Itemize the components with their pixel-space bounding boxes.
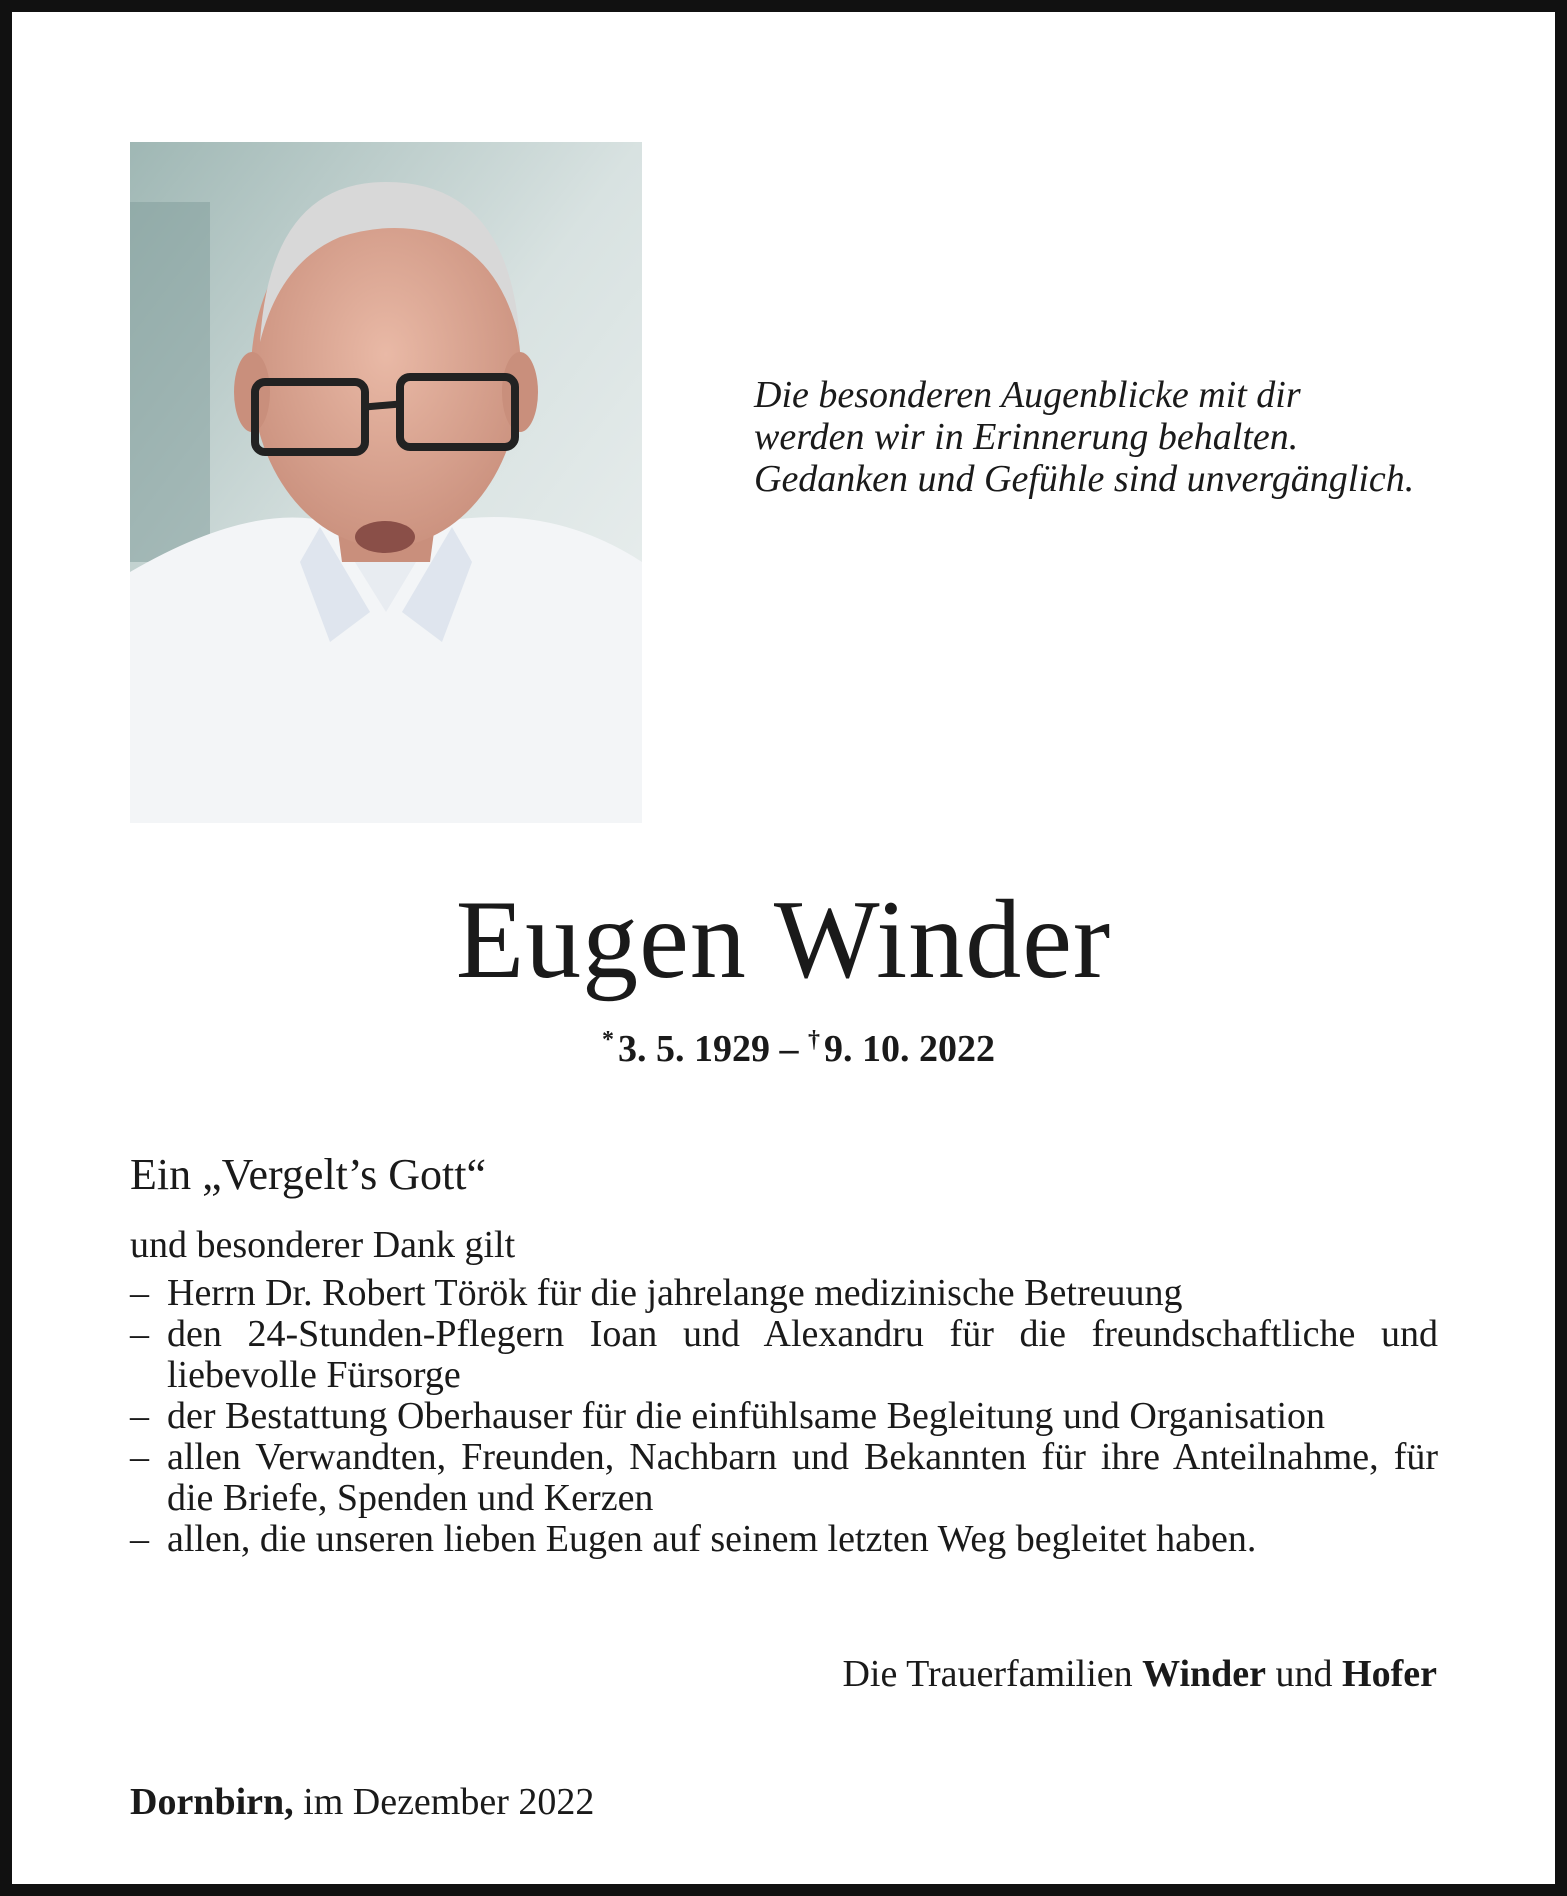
quote-line: werden wir in Erinnerung behalten. — [754, 416, 1299, 458]
dash-bullet: – — [130, 1313, 149, 1355]
thanks-item — [130, 1396, 1438, 1437]
thanks-item — [130, 1519, 1438, 1560]
portrait-photo — [130, 142, 642, 823]
place-and-date — [130, 1780, 594, 1824]
thanks-list — [130, 1273, 1438, 1560]
notice-date: im Dezember 2022 — [293, 1781, 595, 1823]
thanks-item-text: Herrn Dr. Robert Török für die jahrelange medizinische Betreuung — [167, 1272, 1183, 1314]
thanks-item-text: allen Verwandten, Freunden, Nachbarn und Bekannten für ihre Anteilnahme, für die Briefe, Spenden und Kerzen — [167, 1436, 1438, 1519]
thanks-item — [130, 1314, 1438, 1396]
dash-bullet: – — [130, 1272, 149, 1314]
life-dates — [0, 1018, 1567, 1071]
family-name-hofer: Hofer — [1342, 1653, 1437, 1695]
quote-line: Die besonderen Augenblicke mit dir — [754, 374, 1301, 416]
signoff-prefix: Die Trauerfamilien — [842, 1653, 1143, 1695]
thanks-item — [130, 1437, 1438, 1519]
birth-date: 3. 5. 1929 — [618, 1028, 770, 1070]
date-separator: – — [770, 1028, 808, 1070]
thanks-item-text: der Bestattung Oberhauser für die einfühlsame Begleitung und Organisation — [167, 1395, 1325, 1437]
thanks-item — [130, 1273, 1438, 1314]
death-date: 9. 10. 2022 — [824, 1028, 995, 1070]
thanks-item-text: allen, die unseren lieben Eugen auf seinem letzten Weg begleitet haben. — [167, 1518, 1257, 1560]
place-name: Dornbirn, — [130, 1781, 294, 1823]
birth-symbol: * — [602, 1027, 614, 1053]
thanks-heading: Ein „Vergelt’s Gott“ — [130, 1150, 486, 1199]
family-name-winder: Winder — [1142, 1653, 1267, 1695]
family-signoff — [842, 1652, 1437, 1696]
dash-bullet: – — [130, 1518, 149, 1560]
death-symbol: † — [808, 1027, 820, 1053]
dash-bullet: – — [130, 1436, 149, 1478]
quote-line: Gedanken und Gefühle sind unvergänglich. — [754, 458, 1415, 500]
deceased-name: Eugen Winder — [455, 878, 1112, 1002]
dash-bullet: – — [130, 1395, 149, 1437]
memorial-quote — [754, 374, 1494, 500]
signoff-conjunction: und — [1266, 1653, 1343, 1695]
thanks-item-text: den 24-Stunden-Pflegern Ioan und Alexandru für die freundschaftliche und liebevolle Fürsorge — [167, 1313, 1438, 1396]
thanks-intro: und besonderer Dank gilt — [130, 1224, 516, 1266]
